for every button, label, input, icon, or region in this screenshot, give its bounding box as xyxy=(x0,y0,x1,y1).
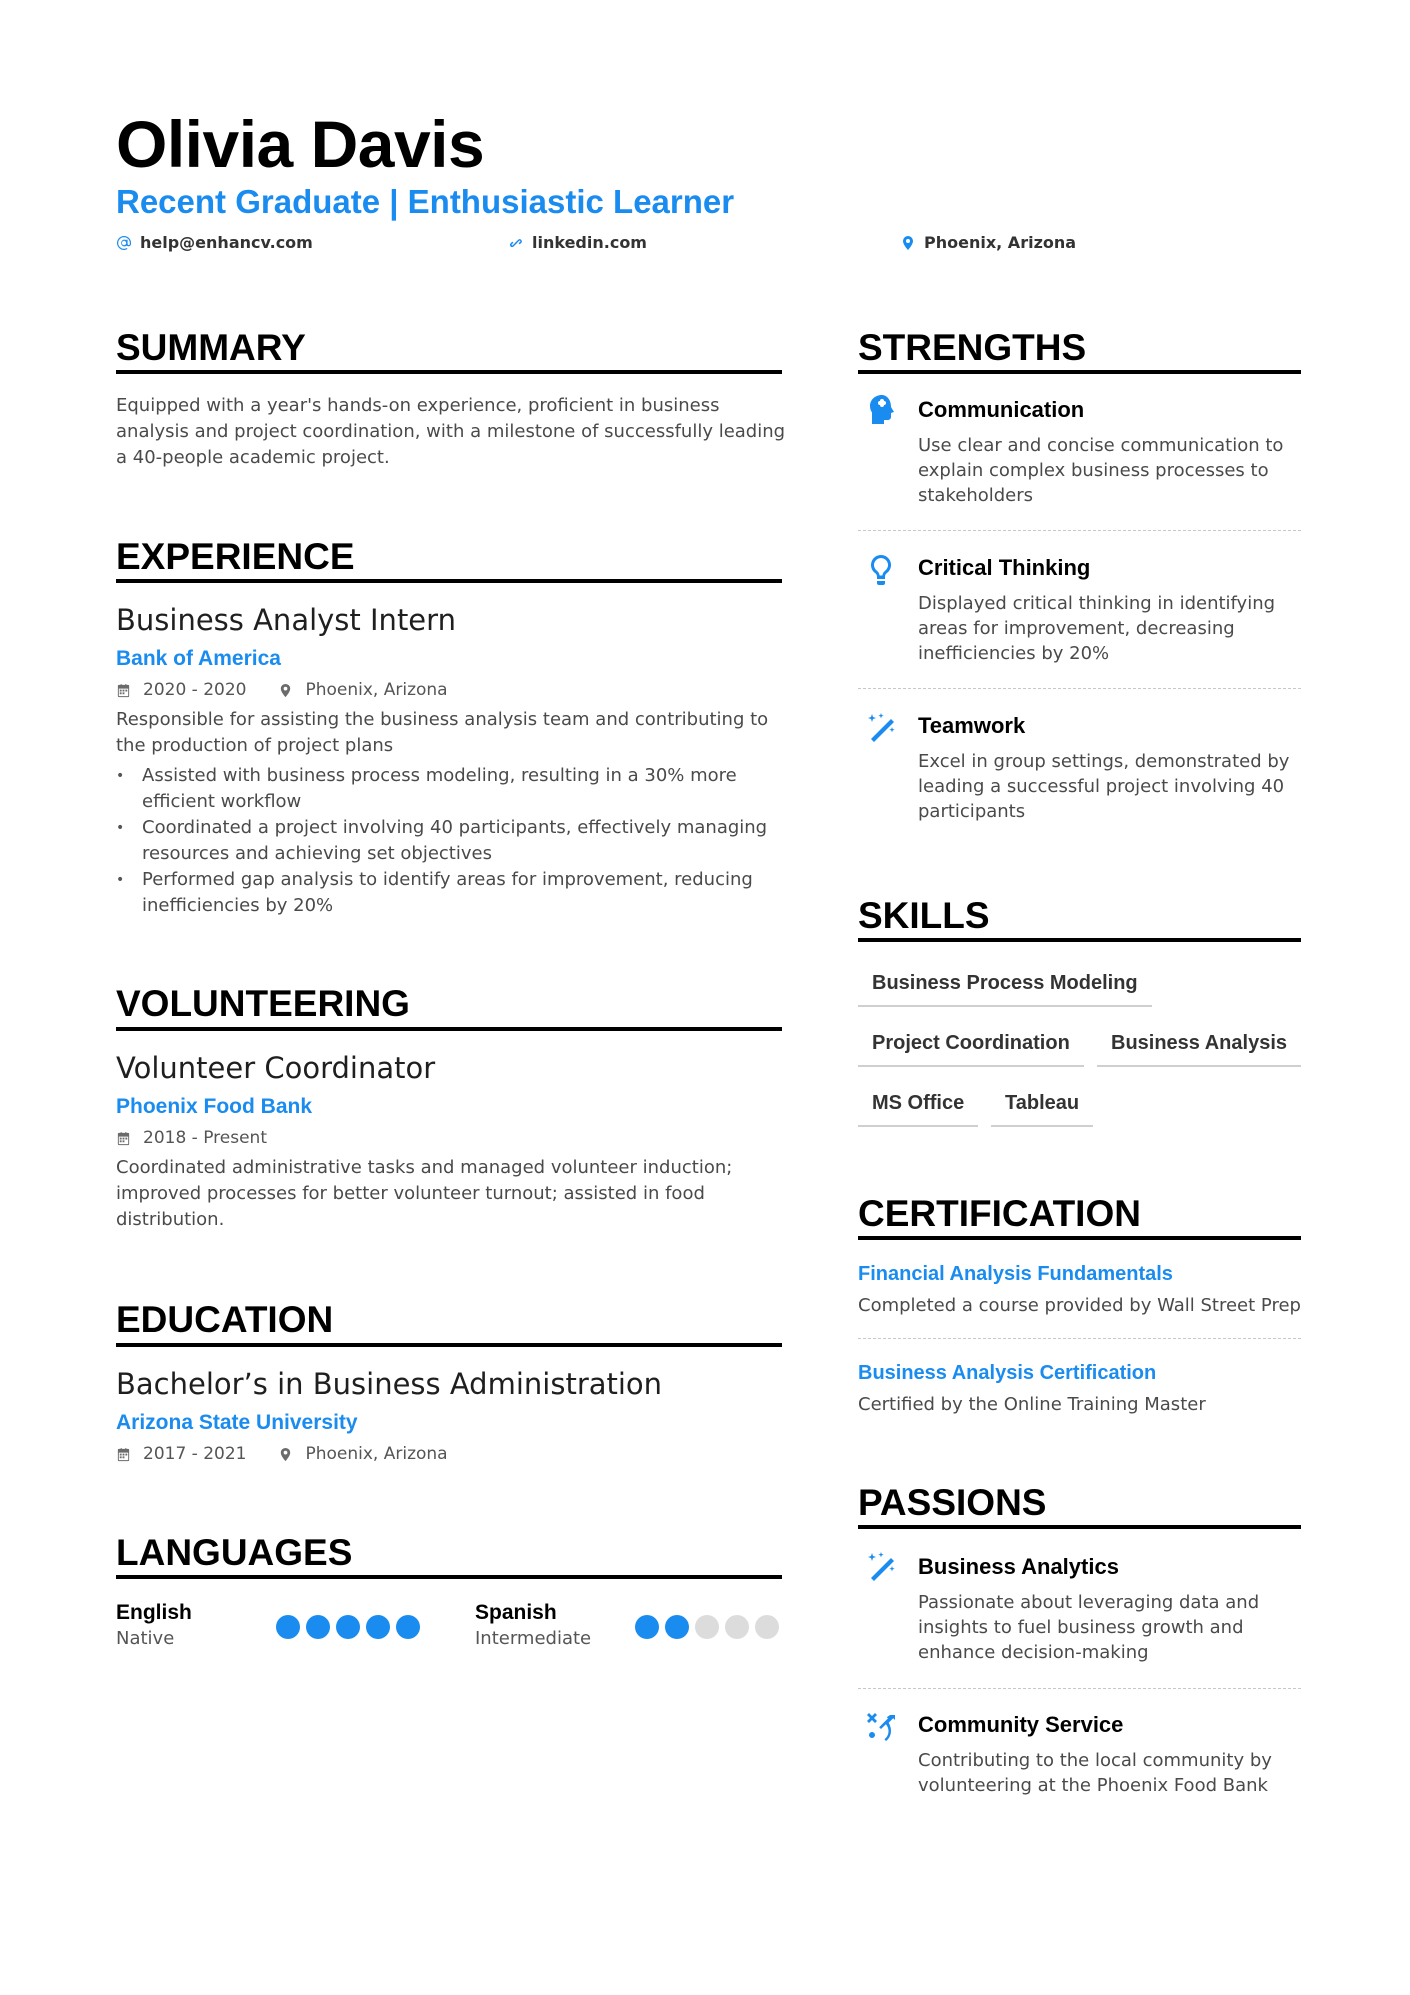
language-name: Spanish xyxy=(475,1601,557,1624)
rating-dot-filled xyxy=(396,1615,420,1639)
strength-description: Excel in group settings, demonstrated by leading a successful project involving 40 participants xyxy=(918,751,1290,822)
passions-heading: PASSIONS xyxy=(858,1482,1047,1523)
rating-dot-empty xyxy=(755,1615,779,1639)
experience-location: Phoenix, Arizona xyxy=(305,680,448,700)
strategy-icon xyxy=(863,1708,899,1744)
item-separator xyxy=(858,688,1301,689)
education-location: Phoenix, Arizona xyxy=(305,1444,448,1464)
volunteering-meta xyxy=(116,1126,267,1150)
volunteering-description: Coordinated administrative tasks and managed volunteer induction; improved processes for better volunteer turnout; assisted in food distribution. xyxy=(116,1157,733,1230)
contact-email[interactable] xyxy=(116,232,313,254)
magic-wand-icon xyxy=(863,710,899,746)
rating-dot-empty xyxy=(725,1615,749,1639)
certification-title: Financial Analysis Fundamentals xyxy=(858,1263,1173,1285)
certification-heading: CERTIFICATION xyxy=(858,1193,1141,1234)
passions-divider xyxy=(858,1525,1301,1529)
certification-title: Business Analysis Certification xyxy=(858,1362,1157,1384)
strengths-divider xyxy=(858,370,1301,374)
passion-description: Contributing to the local community by volunteering at the Phoenix Food Bank xyxy=(918,1750,1272,1796)
experience-meta xyxy=(116,678,448,702)
education-school: Arizona State University xyxy=(116,1411,358,1434)
strengths-heading: STRENGTHS xyxy=(858,327,1087,368)
skills-divider xyxy=(858,938,1301,942)
language-rating xyxy=(635,1615,779,1639)
head-icon xyxy=(863,392,899,428)
experience-company: Bank of America xyxy=(116,647,281,670)
language-level: Intermediate xyxy=(475,1628,592,1649)
volunteering-role: Volunteer Coordinator xyxy=(116,1051,436,1085)
experience-divider xyxy=(116,579,782,583)
location-text: Phoenix, Arizona xyxy=(924,233,1077,252)
skill-tag: Business Process Modeling xyxy=(858,969,1152,1007)
calendar-icon xyxy=(116,1447,131,1462)
languages-divider xyxy=(116,1575,782,1579)
experience-heading: EXPERIENCE xyxy=(116,536,355,577)
summary-divider xyxy=(116,370,782,374)
strength-title: Communication xyxy=(918,397,1085,422)
strength-description: Displayed critical thinking in identifying areas for improvement, decreasing inefficiencies by 20% xyxy=(918,593,1276,664)
contact-linkedin[interactable] xyxy=(508,232,647,254)
volunteering-heading: VOLUNTEERING xyxy=(116,983,410,1024)
experience-description: Responsible for assisting the business analysis team and contributing to the production of project plans xyxy=(116,709,769,756)
language-rating xyxy=(276,1615,420,1639)
candidate-headline: Recent Graduate | Enthusiastic Learner xyxy=(116,183,735,220)
calendar-icon xyxy=(116,683,131,698)
education-meta xyxy=(116,1442,448,1466)
item-separator xyxy=(858,1688,1301,1689)
experience-role: Business Analyst Intern xyxy=(116,603,456,637)
experience-dates: 2020 - 2020 xyxy=(143,680,247,700)
certification-description: Certified by the Online Training Master xyxy=(858,1394,1206,1415)
item-separator xyxy=(858,530,1301,531)
list-item: • Performed gap analysis to identify areas for improvement, reducing inefficiencies by 20% xyxy=(116,867,786,919)
language-level: Native xyxy=(116,1628,175,1649)
skill-tag: Project Coordination xyxy=(858,1029,1084,1067)
candidate-name: Olivia Davis xyxy=(116,107,485,181)
summary-text: Equipped with a year's hands-on experience, proficient in business analysis and project coordination, with a milestone of successfully leading a 40-people academic project. xyxy=(116,395,786,468)
rating-dot-filled xyxy=(336,1615,360,1639)
strength-title: Critical Thinking xyxy=(918,555,1091,580)
passion-description: Passionate about leveraging data and insights to fuel business growth and enhance decision-making xyxy=(918,1592,1260,1663)
item-separator xyxy=(858,1338,1301,1339)
language-name: English xyxy=(116,1601,192,1624)
rating-dot-filled xyxy=(366,1615,390,1639)
list-item: • Assisted with business process modeling, resulting in a 30% more efficient workflow xyxy=(116,763,786,815)
education-heading: EDUCATION xyxy=(116,1299,334,1340)
certification-description: Completed a course provided by Wall Street Prep xyxy=(858,1295,1301,1316)
education-degree: Bachelor’s in Business Administration xyxy=(116,1367,663,1401)
education-dates: 2017 - 2021 xyxy=(143,1444,247,1464)
rating-dot-filled xyxy=(276,1615,300,1639)
volunteering-divider xyxy=(116,1027,782,1031)
linkedin-text: linkedin.com xyxy=(532,233,647,252)
contact-location xyxy=(900,232,1076,254)
education-divider xyxy=(116,1343,782,1347)
passion-title: Community Service xyxy=(918,1712,1124,1737)
skill-tag: MS Office xyxy=(858,1089,978,1127)
location-pin-icon xyxy=(278,683,293,698)
skill-tag: Tableau xyxy=(991,1089,1093,1127)
skills-heading: SKILLS xyxy=(858,895,990,936)
location-pin-icon xyxy=(900,235,916,251)
experience-bullets xyxy=(116,763,786,919)
strength-title: Teamwork xyxy=(918,713,1026,738)
at-sign-icon xyxy=(116,235,132,251)
rating-dot-filled xyxy=(306,1615,330,1639)
rating-dot-filled xyxy=(635,1615,659,1639)
list-item: • Coordinated a project involving 40 participants, effectively managing resources and achieving set objectives xyxy=(116,815,786,867)
languages-heading: LANGUAGES xyxy=(116,1532,353,1573)
passion-title: Business Analytics xyxy=(918,1554,1119,1579)
volunteering-org: Phoenix Food Bank xyxy=(116,1095,313,1118)
email-text: help@enhancv.com xyxy=(140,233,313,252)
volunteering-dates: 2018 - Present xyxy=(143,1128,267,1148)
certification-divider xyxy=(858,1236,1301,1240)
strength-description: Use clear and concise communication to explain complex business processes to stakeholders xyxy=(918,435,1284,506)
summary-heading: SUMMARY xyxy=(116,327,306,368)
magic-wand-icon xyxy=(863,1549,899,1585)
rating-dot-filled xyxy=(665,1615,689,1639)
location-pin-icon xyxy=(278,1447,293,1462)
rating-dot-empty xyxy=(695,1615,719,1639)
skill-tag: Business Analysis xyxy=(1097,1029,1301,1067)
lightbulb-icon xyxy=(863,552,899,588)
link-icon xyxy=(508,235,524,251)
calendar-icon xyxy=(116,1131,131,1146)
